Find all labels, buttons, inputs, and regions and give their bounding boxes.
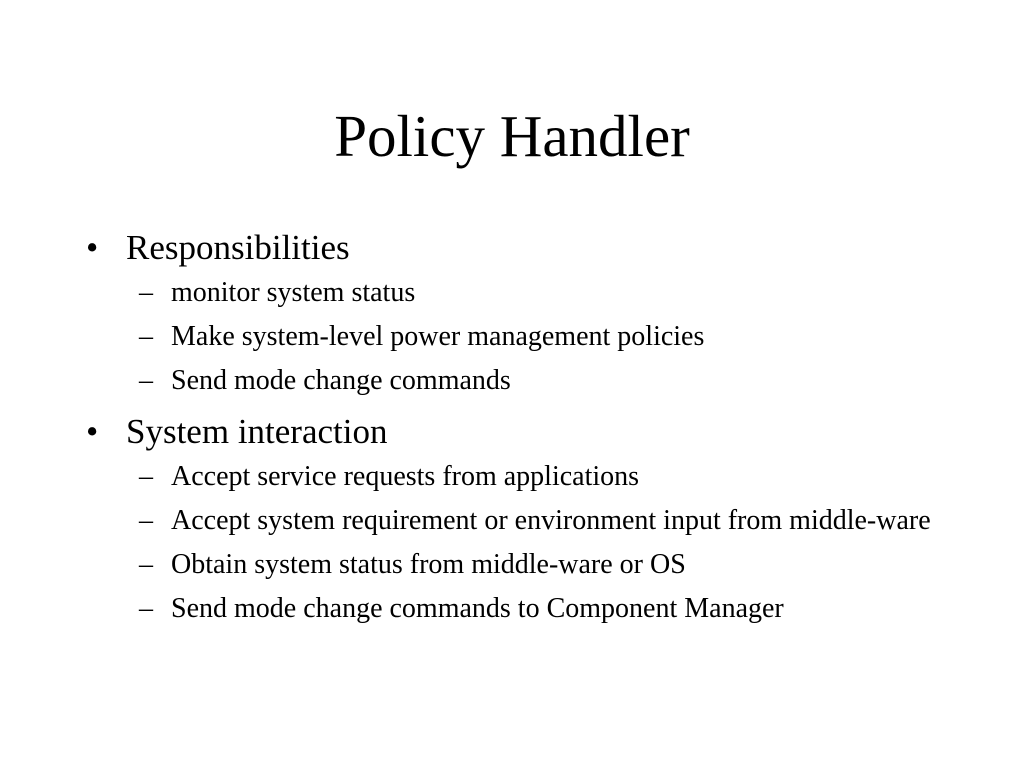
sub-bullet [86,590,946,628]
bullet-text: System interaction [126,412,388,451]
sub-bullet [86,502,946,540]
sub-bullet-text: Send mode change commands to Component Manager [171,593,784,624]
slide-title: Policy Handler [334,103,690,169]
bullet-icon: • [86,412,99,451]
bullet-responsibilities [86,222,946,274]
sub-bullet-text: Obtain system status from middle-ware or OS [171,549,686,580]
dash-icon: – [139,277,153,308]
sub-bullet [86,318,946,356]
sub-bullet-text: Send mode change commands [171,365,511,396]
sub-bullet [86,546,946,584]
sub-bullet-text: monitor system status [171,277,416,308]
sub-bullet [86,274,946,312]
dash-icon: – [139,549,153,580]
bullet-text: Responsibilities [126,228,350,267]
dash-icon: – [139,505,153,536]
slide-body [86,222,946,634]
dash-icon: – [139,321,153,352]
sub-bullet-text: Accept system requirement or environment input from middle-ware [171,505,931,536]
sub-bullet-text: Accept service requests from applications [171,461,640,492]
sub-bullet [86,458,946,496]
dash-icon: – [139,365,153,396]
bullet-icon: • [86,228,99,267]
dash-icon: – [139,461,153,492]
sub-bullet-text: Make system-level power management policies [171,321,705,352]
dash-icon: – [139,593,153,624]
responsibilities-list [86,274,946,400]
sub-bullet [86,362,946,400]
bullet-system-interaction [86,406,946,458]
system-interaction-list [86,458,946,628]
